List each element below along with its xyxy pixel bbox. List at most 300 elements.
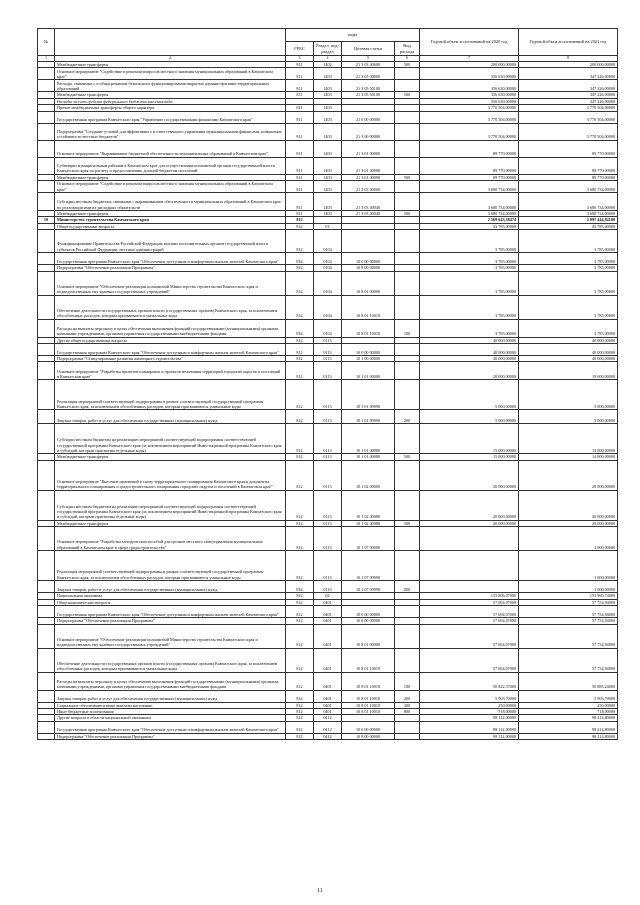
grbs-cell: 811 (286, 92, 314, 98)
grbs-cell: 812 (286, 295, 314, 319)
row-name-cell: Межбюджетные трансферты (55, 454, 286, 460)
expense-type-cell (395, 606, 420, 618)
razdel-cell: 1403 (314, 174, 342, 180)
expense-type-cell (395, 80, 420, 92)
grbs-cell: 811 (286, 68, 314, 80)
target-article-cell: 10 8 00 00000 (342, 733, 395, 739)
table-row (38, 319, 618, 337)
column-number: 3 (286, 56, 314, 62)
table-row (38, 230, 618, 253)
expense-type-cell (395, 624, 420, 648)
row-number-cell (38, 111, 55, 123)
row-number-cell (38, 380, 55, 410)
razdel-cell: 0104 (314, 271, 342, 295)
header-row-top (38, 29, 618, 42)
row-name-cell: Закупка товаров, работ и услуг для обеспечения государственных (муниципальных) нужд (55, 581, 286, 593)
target-article-cell: 21 3 01 40090 (342, 157, 395, 174)
amount-2020-cell: 250,00000 (420, 702, 519, 708)
row-name-cell: Подпрограмма "Обеспечение реализации Программы" (55, 618, 286, 624)
target-article-cell: 10 8 01 00000 (342, 271, 395, 295)
table-row (38, 123, 618, 140)
expense-type-cell (395, 460, 420, 490)
amount-2021-cell: 3 785,00000 (519, 265, 618, 271)
table-row (38, 80, 618, 92)
amount-2021-cell: 57 754,94000 (519, 618, 618, 624)
razdel-cell: 0401 (314, 606, 342, 618)
amount-2020-cell: 20 000,00000 (420, 520, 519, 526)
grbs-cell: 811 (286, 181, 314, 193)
razdel-cell: 0104 (314, 230, 342, 253)
row-name-cell: Обеспечение деятельности государственных органов власти (государственных органов) Камчатского края, за исключением обособленных расходов, которым присваиваются уникальные коды (55, 295, 286, 319)
target-article-cell: 10 8 00 00000 (342, 265, 395, 271)
row-number-cell (38, 362, 55, 380)
amount-2021-cell: 5 000,00000 (519, 410, 618, 424)
grbs-cell: 811 (286, 80, 314, 92)
row-name-cell: Основное мероприятие "Обеспечение реализации полномочий Министерства строительства Камчатского края и подведомственных ему краевых государственных учреждений" (55, 271, 286, 295)
amount-2020-cell: 5 903,70000 (420, 690, 519, 702)
table-row (38, 460, 618, 490)
expense-type-cell (395, 111, 420, 123)
amount-2020-cell: 57 694,07000 (420, 606, 519, 618)
amount-2020-cell: 356 630,00000 (420, 98, 519, 104)
row-number-cell (38, 460, 55, 490)
table-body (38, 62, 618, 740)
razdel-cell: 0113 (314, 380, 342, 410)
amount-2020-cell: 5 000,00000 (420, 380, 519, 410)
amount-2021-cell: 347 226,00000 (519, 80, 618, 92)
table-row (38, 424, 618, 454)
amount-2020-cell: 43 785,00000 (420, 223, 519, 229)
table-row (38, 362, 618, 380)
expense-type-cell (395, 181, 420, 193)
table-row (38, 181, 618, 193)
amount-2020-cell: 40 000,00000 (420, 344, 519, 356)
grbs-cell: 811 (286, 140, 314, 157)
amount-2020-cell: 20 000,00000 (420, 362, 519, 380)
grbs-cell: 812 (286, 230, 314, 253)
grbs-cell: 812 (286, 380, 314, 410)
target-article-cell: 21 3 01 00000 (342, 140, 395, 157)
table-row (38, 111, 618, 123)
grbs-cell: 812 (286, 702, 314, 708)
row-name-cell: Основное мероприятие "Разработка проектов планировок и проектов межевания территорий городских округов и поселений в Камчатском крае" (55, 362, 286, 380)
row-number-cell (38, 68, 55, 80)
amount-2020-cell: 3 785,00000 (420, 230, 519, 253)
row-name-cell: Основное мероприятие "Выравнивание бюджетной обеспеченности муниципальных образований в Камчатском крае" (55, 140, 286, 157)
amount-2020-cell: 356 630,00000 (420, 92, 519, 98)
grbs-cell: 812 (286, 410, 314, 424)
table-row (38, 648, 618, 672)
amount-2020-cell: 3 785,00000 (420, 253, 519, 265)
razdel-cell: 1403 (314, 123, 342, 140)
amount-2021-cell: 1 000,00000 (519, 581, 618, 593)
expense-type-cell (395, 68, 420, 80)
expense-type-cell: 300 (395, 702, 420, 708)
target-article-cell: 10 0 00 00000 (342, 606, 395, 618)
target-article-cell: 21 3 05 00000 (342, 68, 395, 80)
target-article-cell: 10 1 01 40080 (342, 454, 395, 460)
row-name-cell: Межбюджетные трансферты (55, 520, 286, 526)
target-article-cell: 10 8 01 00000 (342, 624, 395, 648)
grbs-cell: 812 (286, 648, 314, 672)
row-name-cell: Прочие межбюджетные трансферты общего характера (55, 105, 286, 111)
row-number-cell (38, 527, 55, 551)
razdel-cell: 1403 (314, 68, 342, 80)
row-number-cell (38, 230, 55, 253)
row-name-cell: Основное мероприятие "Внесение изменений в схему территориального планирования Камчатского края и документы территориального планирования и градостроительного зонирования городских округов и поселений в Камчатском крае" (55, 460, 286, 490)
row-name-cell: Обеспечение деятельности государственных органов власти (государственных органов) Камчатского края, за исключением обособленных расходов, которым присваиваются уникальные коды (55, 648, 286, 672)
amount-2021-cell: 1 000,00000 (519, 527, 618, 551)
target-article-cell: 10 0 00 00000 (342, 721, 395, 733)
target-article-cell: 10 1 07 09990 (342, 581, 395, 593)
expense-type-cell: 500 (395, 174, 420, 180)
amount-2020-cell: 2 569 643,38474 (420, 217, 519, 223)
row-number-cell (38, 344, 55, 356)
razdel-cell: 0113 (314, 490, 342, 520)
row-number-cell: 10 (38, 217, 55, 223)
grbs-cell: 811 (286, 62, 314, 68)
row-name-cell: Основное мероприятие "Содействие в решении вопросов местного значения муниципальных образований в Камчатском крае" (55, 68, 286, 80)
row-name-cell: Межбюджетные трансферты (55, 62, 286, 68)
amount-2021-cell: 250,00000 (519, 702, 618, 708)
amount-2020-cell: 20 000,00000 (420, 490, 519, 520)
razdel-cell: 0401 (314, 618, 342, 624)
header-name (55, 29, 286, 56)
grbs-cell: 812 (286, 690, 314, 702)
amount-2020-cell: 200 000,00000 (420, 62, 519, 68)
razdel-cell: 0401 (314, 624, 342, 648)
row-name-cell: Подпрограмма "Стимулирование развития жилищного строительства" (55, 356, 286, 362)
amount-2021-cell: 57 754,94000 (519, 599, 618, 605)
expense-type-cell: 500 (395, 92, 420, 98)
target-article-cell: 10 1 02 40080 (342, 490, 395, 520)
amount-2020-cell: 40 000,00000 (420, 356, 519, 362)
razdel-cell: 1403 (314, 80, 342, 92)
grbs-cell: 812 (286, 490, 314, 520)
grbs-cell: 812 (286, 223, 314, 229)
amount-2020-cell: 3 770 504,00000 (420, 111, 519, 123)
row-number-cell (38, 424, 55, 454)
amount-2020-cell: 3 680 734,00000 (420, 211, 519, 217)
expense-type-cell (395, 380, 420, 410)
razdel-cell: 0401 (314, 708, 342, 714)
table-row (38, 140, 618, 157)
amount-2021-cell: 98 214,80000 (519, 715, 618, 721)
grbs-cell: 812 (286, 253, 314, 265)
target-article-cell (342, 230, 395, 253)
row-name-cell: Межбюджетные трансферты (55, 92, 286, 98)
target-article-cell: 10 8 01 10010 (342, 648, 395, 672)
amount-2021-cell: 3 770 504,00000 (519, 105, 618, 111)
table-row (38, 527, 618, 551)
amount-2021-cell: 3 785,00000 (519, 271, 618, 295)
table-row (38, 624, 618, 648)
grbs-cell: 812 (286, 721, 314, 733)
target-article-cell: 10 8 01 10010 (342, 702, 395, 708)
row-number-cell (38, 271, 55, 295)
row-name-cell: Функционирование Правительства Российской Федерации, высших исполнительных органов государственной власти субъектов Российской Федерации, местных администраций (55, 230, 286, 253)
table-row (38, 581, 618, 593)
grbs-cell: 811 (286, 105, 314, 111)
row-name-cell: Подпрограмма "Обеспечение реализации Программы" (55, 733, 286, 739)
expense-type-cell (395, 157, 420, 174)
expense-type-cell: 500 (395, 520, 420, 526)
row-number-cell (38, 733, 55, 739)
target-article-cell: 21 3 03 40040 (342, 211, 395, 217)
expense-type-cell (395, 362, 420, 380)
column-number: 6 (395, 56, 420, 62)
razdel-cell: 0113 (314, 527, 342, 551)
target-article-cell: 21 3 01 40090 (342, 174, 395, 180)
amount-2020-cell: 98 112,00000 (420, 715, 519, 721)
amount-2021-cell: 3 770 504,00000 (519, 111, 618, 123)
table-row (38, 344, 618, 356)
amount-2021-cell: 347 226,00000 (519, 68, 618, 80)
amount-2020-cell: 98 112,00000 (420, 721, 519, 733)
row-number-cell (38, 140, 55, 157)
amount-2020-cell: 89 770,00000 (420, 174, 519, 180)
row-name-cell: Государственная программа Камчатского края "Обеспечение доступным и комфортным жильем жителей Камчатского края" (55, 721, 286, 733)
expense-type-cell (395, 733, 420, 739)
amount-2021-cell: 19 000,00000 (519, 362, 618, 380)
table-row (38, 690, 618, 702)
grbs-cell: 812 (286, 708, 314, 714)
header-number: № (38, 29, 55, 56)
column-number: 5 (342, 56, 395, 62)
razdel-cell: 0401 (314, 690, 342, 702)
row-number-cell (38, 721, 55, 733)
target-article-cell: 10 1 01 40080 (342, 424, 395, 454)
amount-2020-cell: 718,00000 (420, 708, 519, 714)
table-row (38, 253, 618, 265)
target-article-cell: 10 8 01 10010 (342, 708, 395, 714)
razdel-cell: 1403 (314, 140, 342, 157)
amount-2020-cell: 57 694,07000 (420, 624, 519, 648)
amount-2021-cell: 3 680 734,00000 (519, 181, 618, 193)
expense-type-cell (395, 295, 420, 319)
razdel-cell: 0113 (314, 551, 342, 581)
expense-type-cell (395, 123, 420, 140)
column-number: 1 (38, 56, 55, 62)
header-razdel: Раздел, под-раздел (314, 42, 342, 56)
razdel-cell: 0104 (314, 319, 342, 337)
razdel-cell: 0113 (314, 337, 342, 343)
target-article-cell: 10 1 02 00000 (342, 460, 395, 490)
amount-2020-cell (420, 581, 519, 593)
row-number-cell (38, 157, 55, 174)
amount-2021-cell: 50 883,24000 (519, 672, 618, 690)
row-name-cell: Государственная программа Камчатского края "Обеспечение доступным и комфортным жильем жителей Камчатского края" (55, 606, 286, 618)
grbs-cell: 812 (286, 362, 314, 380)
amount-2020-cell: 3 785,00000 (420, 265, 519, 271)
grbs-cell: 812 (286, 624, 314, 648)
amount-2020-cell (420, 551, 519, 581)
amount-2021-cell: 89 770,00000 (519, 174, 618, 180)
amount-2020-cell: 89 770,00000 (420, 140, 519, 157)
row-name-cell: Расходы на выплаты персоналу в целях обеспечения выполнения функций государственными (муниципальными) органами, казенными учреждениями, органами управления государственными внебюджетными фондами (55, 319, 286, 337)
razdel-cell: 0104 (314, 295, 342, 319)
amount-2020-cell (420, 527, 519, 551)
row-name-cell: Иные бюджетные ассигнования (55, 708, 286, 714)
row-number-cell (38, 672, 55, 690)
target-article-cell: 10 8 01 10010 (342, 319, 395, 337)
header-target-article: Целевая статья (342, 42, 395, 56)
razdel-cell: 0412 (314, 715, 342, 721)
column-number: 4 (314, 56, 342, 62)
row-name-cell: Расходы на выплаты персоналу в целях обеспечения выполнения функций государственными (муниципальными) органами, казенными учреждениями, органами управления государственными внебюджетными фондами (55, 672, 286, 690)
grbs-cell: 812 (286, 460, 314, 490)
amount-2021-cell: 3 680 734,00000 (519, 193, 618, 211)
amount-2021-cell: 89 770,00000 (519, 140, 618, 157)
expense-type-cell: 100 (395, 672, 420, 690)
grbs-cell: 811 (286, 111, 314, 123)
target-article-cell: 21 0 00 00000 (342, 111, 395, 123)
expense-type-cell: 200 (395, 410, 420, 424)
table-row (38, 733, 618, 739)
target-article-cell: 10 1 00 00000 (342, 356, 395, 362)
grbs-cell: 812 (286, 319, 314, 337)
row-number-cell (38, 490, 55, 520)
amount-2020-cell: 5 000,00000 (420, 410, 519, 424)
amount-2021-cell: 2 097 444,84100 (519, 217, 618, 223)
amount-2021-cell: 40 000,00000 (519, 337, 618, 343)
target-article-cell: 10 1 07 00000 (342, 527, 395, 551)
target-article-cell: 10 8 01 10010 (342, 690, 395, 702)
grbs-cell: 812 (286, 527, 314, 551)
amount-2021-cell: 57 754,94000 (519, 606, 618, 618)
header-expense-type: Вид расхода (395, 42, 420, 56)
amount-2021-cell: 20 000,00000 (519, 520, 618, 526)
row-name-cell: Социальное обеспечение и иные выплаты населению (55, 702, 286, 708)
row-name-cell: Субвенции муниципальным районам в Камчатском крае для осуществления полномочий органов государственной власти Камчатского края по расчету и предоставлению дотаций бюджетам поселений (55, 157, 286, 174)
amount-2020-cell: 3 785,00000 (420, 295, 519, 319)
razdel-cell: 1403 (314, 193, 342, 211)
amount-2021-cell: 3 785,00000 (519, 230, 618, 253)
grbs-cell: 812 (286, 618, 314, 624)
row-name-cell: Подпрограмма "Обеспечение реализации Программы" (55, 265, 286, 271)
target-article-cell: 10 1 07 09990 (342, 551, 395, 581)
amount-2020-cell: 3 770 504,00000 (420, 105, 519, 111)
target-article-cell: 10 1 02 40080 (342, 520, 395, 526)
row-name-cell: Общеэкономические вопросы (55, 599, 286, 605)
expense-type-cell: 800 (395, 708, 420, 714)
amount-2020-cell: 3 770 504,00000 (420, 123, 519, 140)
amount-2021-cell: 14 000,00000 (519, 424, 618, 454)
razdel-cell: 1403 (314, 211, 342, 217)
amount-2020-cell: 356 630,00000 (420, 80, 519, 92)
target-article-cell: 10 8 01 10010 (342, 295, 395, 319)
amount-2020-cell: 356 630,00000 (420, 68, 519, 80)
row-name-cell: Межбюджетные трансферты (55, 211, 286, 217)
table-row (38, 410, 618, 424)
expense-type-cell (395, 648, 420, 672)
target-article-cell: 21 3 00 00000 (342, 123, 395, 140)
header-year-2020: Годовой объем ассигнований на 2020 год (420, 29, 519, 56)
grbs-cell: 812 (286, 551, 314, 581)
razdel-cell: 0113 (314, 520, 342, 526)
razdel-cell: 01 (314, 223, 342, 229)
row-name-cell: Межбюджетные трансферты (55, 174, 286, 180)
grbs-cell: 812 (286, 337, 314, 343)
razdel-cell: 0113 (314, 344, 342, 356)
razdel-cell: 0401 (314, 702, 342, 708)
amount-2021-cell: 20 000,00000 (519, 460, 618, 490)
grbs-cell: 811 (286, 174, 314, 180)
expense-type-cell (395, 424, 420, 454)
razdel-cell: 0104 (314, 253, 342, 265)
expense-type-cell: 500 (395, 211, 420, 217)
row-name-cell: Национальная экономика (55, 593, 286, 599)
razdel-cell: 0401 (314, 672, 342, 690)
amount-2021-cell: 98 214,80000 (519, 721, 618, 733)
row-number-cell (38, 80, 55, 92)
table-row (38, 271, 618, 295)
razdel-cell: 0113 (314, 454, 342, 460)
page-number: 11 (317, 888, 323, 894)
row-name-cell: Государственная программа Камчатского края "Управление государственными финансами Камчатского края" (55, 111, 286, 123)
row-name-cell: Общегосударственные вопросы (55, 223, 286, 229)
expense-type-cell: 500 (395, 454, 420, 460)
amount-2021-cell: 3 785,00000 (519, 319, 618, 337)
row-name-cell: Реализация мероприятий соответствующей подпрограммы в рамках соответствующей государственной программы Камчатского края, за исключением обособленных расходов, которым присваиваются уникальные коды (55, 380, 286, 410)
amount-2021-cell: 347 226,00000 (519, 92, 618, 98)
razdel-cell: 0113 (314, 581, 342, 593)
row-number-cell (38, 690, 55, 702)
razdel-cell: 1403 (314, 111, 342, 123)
row-number-cell (38, 581, 55, 593)
row-number-cell (38, 253, 55, 265)
expense-type-cell (395, 230, 420, 253)
column-number: 2 (55, 56, 286, 62)
grbs-cell: 811 (286, 193, 314, 211)
row-name-cell: Расходы, связанные с особым режимом безопасного функционирования закрытых административно-территориальных образований (55, 80, 286, 92)
row-name-cell: Расходы за счет средств федерального бюджета внесения вида (55, 98, 286, 104)
row-number-cell (38, 295, 55, 319)
target-article-cell: 10 1 01 00000 (342, 362, 395, 380)
razdel-cell: 1403 (314, 157, 342, 174)
amount-2021-cell: 3 785,00000 (519, 295, 618, 319)
amount-2021-cell: 5 000,00000 (519, 380, 618, 410)
expense-type-cell (395, 551, 420, 581)
amount-2020-cell: 15 000,00000 (420, 424, 519, 454)
amount-2020-cell: 15 000,00000 (420, 454, 519, 460)
grbs-cell: 812 (286, 344, 314, 356)
row-name-cell: Реализация мероприятий соответствующей подпрограммы в рамках соответствующей государственной программы Камчатского края, за исключением обособленных расходов, которым присваиваются уникальные коды (55, 551, 286, 581)
amount-2021-cell: 5 903,70000 (519, 690, 618, 702)
grbs-cell: 811 (286, 211, 314, 217)
row-name-cell: Основное мероприятие "Содействие в решении вопросов местного значения муниципальных образований в Камчатском крае" (55, 181, 286, 193)
expense-type-cell (395, 527, 420, 551)
target-article-cell: 10 0 00 00000 (342, 253, 395, 265)
table-row (38, 551, 618, 581)
table-row (38, 68, 618, 80)
grbs-cell: 812 (286, 424, 314, 454)
razdel-cell: 0401 (314, 648, 342, 672)
row-number-cell (38, 123, 55, 140)
row-name-cell: Государственная программа Камчатского края "Обеспечение доступным и комфортным жильем жителей Камчатского края" (55, 253, 286, 265)
expense-type-cell: 200 (395, 581, 420, 593)
amount-2020-cell: 57 694,07000 (420, 618, 519, 624)
row-number-cell (38, 606, 55, 618)
row-name-cell: Государственная программа Камчатского края "Обеспечение доступным и комфортным жильем жителей Камчатского края" (55, 344, 286, 356)
table-row (38, 193, 618, 211)
expense-type-cell (395, 721, 420, 733)
razdel-cell: 1403 (314, 92, 342, 98)
row-name-cell: Основное мероприятие "Разработка методических пособий для органов местного самоуправления муниципальных образований в Камчатском крае в сфере градостроительства" (55, 527, 286, 551)
grbs-cell: 812 (286, 593, 314, 599)
row-name-cell: Министерство строительства Камчатского края (55, 217, 286, 223)
header-year-2021: Годовой объем ассигнований на 2021 год (519, 29, 618, 56)
